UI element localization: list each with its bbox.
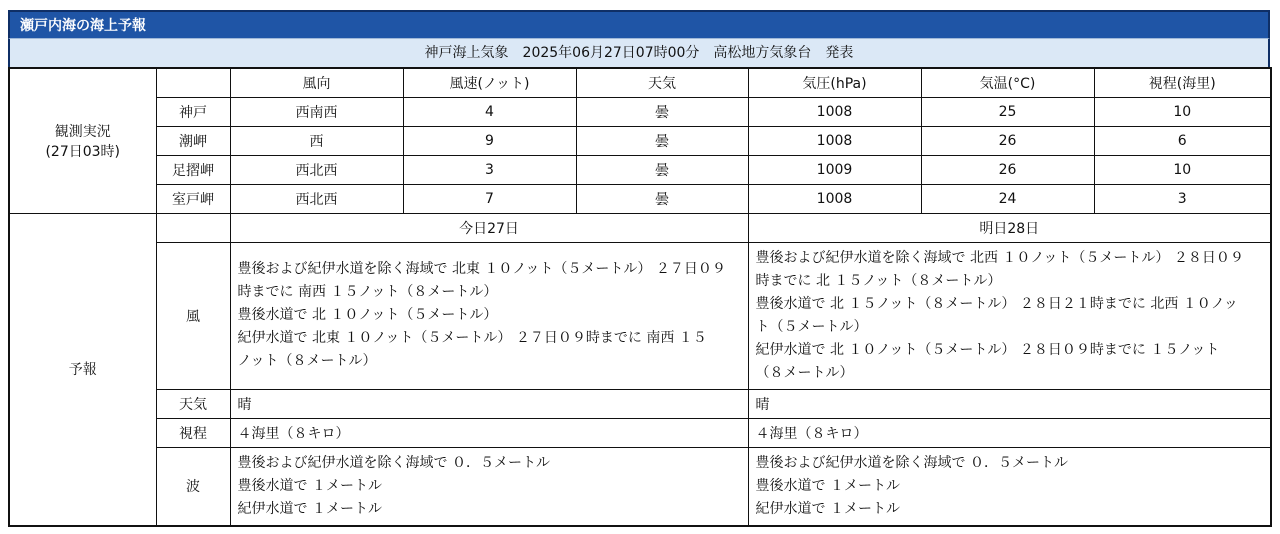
- forecast-header-blank: [156, 213, 230, 242]
- observation-label: [9, 68, 156, 213]
- waves-label: 波: [156, 447, 230, 526]
- visibility-day1-cell: ４海里（８キロ）: [230, 418, 748, 447]
- wind-day1-line: 時までに 南西 １５ノット（８メートル）: [237, 284, 498, 300]
- wind-day2-line: 時までに 北 １５ノット（８メートル）: [755, 272, 1002, 289]
- wind-label: 風: [156, 242, 230, 389]
- weather-day2-cell: 晴: [748, 389, 1271, 418]
- wind-speed-cell: 3: [403, 155, 576, 184]
- forecast-day-header-row: [9, 213, 1271, 242]
- station-name: 神戸: [156, 97, 230, 126]
- waves-day1-line: 豊後水道で １メートル: [237, 477, 382, 494]
- table-row: [9, 97, 1271, 126]
- waves-day2-cell: [748, 447, 1271, 526]
- waves-day1-line: 紀伊水道で １メートル: [237, 500, 382, 517]
- observation-label-time: (27日03時): [45, 143, 121, 160]
- visibility-cell: 6: [1094, 126, 1271, 155]
- forecast-label: 予報: [9, 213, 156, 526]
- station-name: 足摺岬: [156, 155, 230, 184]
- waves-day1-cell: [230, 447, 748, 526]
- issue-line: 神戸海上気象 2025年06月27日07時00分 高松地方気象台 発表: [8, 38, 1270, 67]
- wind-day2-line: 豊後および紀伊水道を除く海域で 北西 １０ノット（５メートル） ２８日０９: [755, 249, 1244, 266]
- pressure-cell: 1008: [748, 126, 921, 155]
- marine-forecast-panel: [8, 10, 1270, 527]
- waves-day2-line: 豊後水道で １メートル: [755, 477, 900, 494]
- temperature-cell: 24: [921, 184, 1094, 213]
- waves-day2-line: 紀伊水道で １メートル: [755, 500, 900, 517]
- table-row: [9, 184, 1271, 213]
- observation-label-title: 観測実況: [54, 123, 111, 140]
- forecast-day2-header: 明日28日: [748, 213, 1271, 242]
- forecast-wind-row: [9, 242, 1271, 389]
- wind-day1-cell: [230, 242, 748, 389]
- header-blank: [156, 68, 230, 97]
- visibility-cell: 10: [1094, 155, 1271, 184]
- temperature-cell: 26: [921, 155, 1094, 184]
- forecast-weather-row: [9, 389, 1271, 418]
- wind-direction-cell: 西: [230, 126, 403, 155]
- weather-cell: 曇: [576, 126, 748, 155]
- weather-label: 天気: [156, 389, 230, 418]
- table-row: [9, 155, 1271, 184]
- header-weather: 天気: [576, 68, 748, 97]
- forecast-waves-row: [9, 447, 1271, 526]
- wind-day1-line: 紀伊水道で 北東 １０ノット（５メートル） ２７日０９時までに 南西 １５: [237, 330, 707, 346]
- visibility-cell: 3: [1094, 184, 1271, 213]
- header-wind-direction: 風向: [230, 68, 403, 97]
- table-row: [9, 126, 1271, 155]
- wind-day2-line: 豊後水道で 北 １５ノット（８メートル） ２８日２１時までに 北西 １０ノッ: [755, 295, 1238, 312]
- wind-direction-cell: 西北西: [230, 184, 403, 213]
- waves-day2-line: 豊後および紀伊水道を除く海域で ０．５メートル: [755, 454, 1068, 471]
- station-name: 室戸岬: [156, 184, 230, 213]
- wind-direction-cell: 西北西: [230, 155, 403, 184]
- wind-day1-line: 豊後および紀伊水道を除く海域で 北東 １０ノット（５メートル） ２７日０９: [237, 261, 726, 277]
- wind-day2-cell: [748, 242, 1271, 389]
- wind-speed-cell: 7: [403, 184, 576, 213]
- wind-day1-line: 豊後水道で 北 １０ノット（５メートル）: [237, 307, 498, 323]
- header-temperature: 気温(°C): [921, 68, 1094, 97]
- forecast-day1-header: 今日27日: [230, 213, 748, 242]
- forecast-table: [8, 67, 1272, 527]
- temperature-cell: 25: [921, 97, 1094, 126]
- wind-speed-cell: 9: [403, 126, 576, 155]
- wind-day1-line: ノット（８メートル）: [237, 353, 377, 369]
- wind-direction-cell: 西南西: [230, 97, 403, 126]
- observation-header-row: [9, 68, 1271, 97]
- weather-cell: 曇: [576, 97, 748, 126]
- pressure-cell: 1008: [748, 97, 921, 126]
- wind-day2-line: 紀伊水道で 北 １０ノット（５メートル） ２８日０９時までに １５ノット: [755, 341, 1220, 358]
- forecast-visibility-row: [9, 418, 1271, 447]
- weather-cell: 曇: [576, 155, 748, 184]
- wind-day2-line: ト（５メートル）: [755, 318, 868, 335]
- waves-day1-line: 豊後および紀伊水道を除く海域で ０．５メートル: [237, 454, 550, 471]
- visibility-cell: 10: [1094, 97, 1271, 126]
- visibility-label: 視程: [156, 418, 230, 447]
- header-visibility: 視程(海里): [1094, 68, 1271, 97]
- temperature-cell: 26: [921, 126, 1094, 155]
- header-wind-speed: 風速(ノット): [403, 68, 576, 97]
- station-name: 潮岬: [156, 126, 230, 155]
- pressure-cell: 1009: [748, 155, 921, 184]
- visibility-day2-cell: ４海里（８キロ）: [748, 418, 1271, 447]
- wind-day2-line: （８メートル）: [755, 364, 854, 381]
- pressure-cell: 1008: [748, 184, 921, 213]
- header-pressure: 気圧(hPa): [748, 68, 921, 97]
- weather-cell: 曇: [576, 184, 748, 213]
- weather-day1-cell: 晴: [230, 389, 748, 418]
- wind-speed-cell: 4: [403, 97, 576, 126]
- panel-title: 瀬戸内海の海上予報: [8, 10, 1270, 38]
